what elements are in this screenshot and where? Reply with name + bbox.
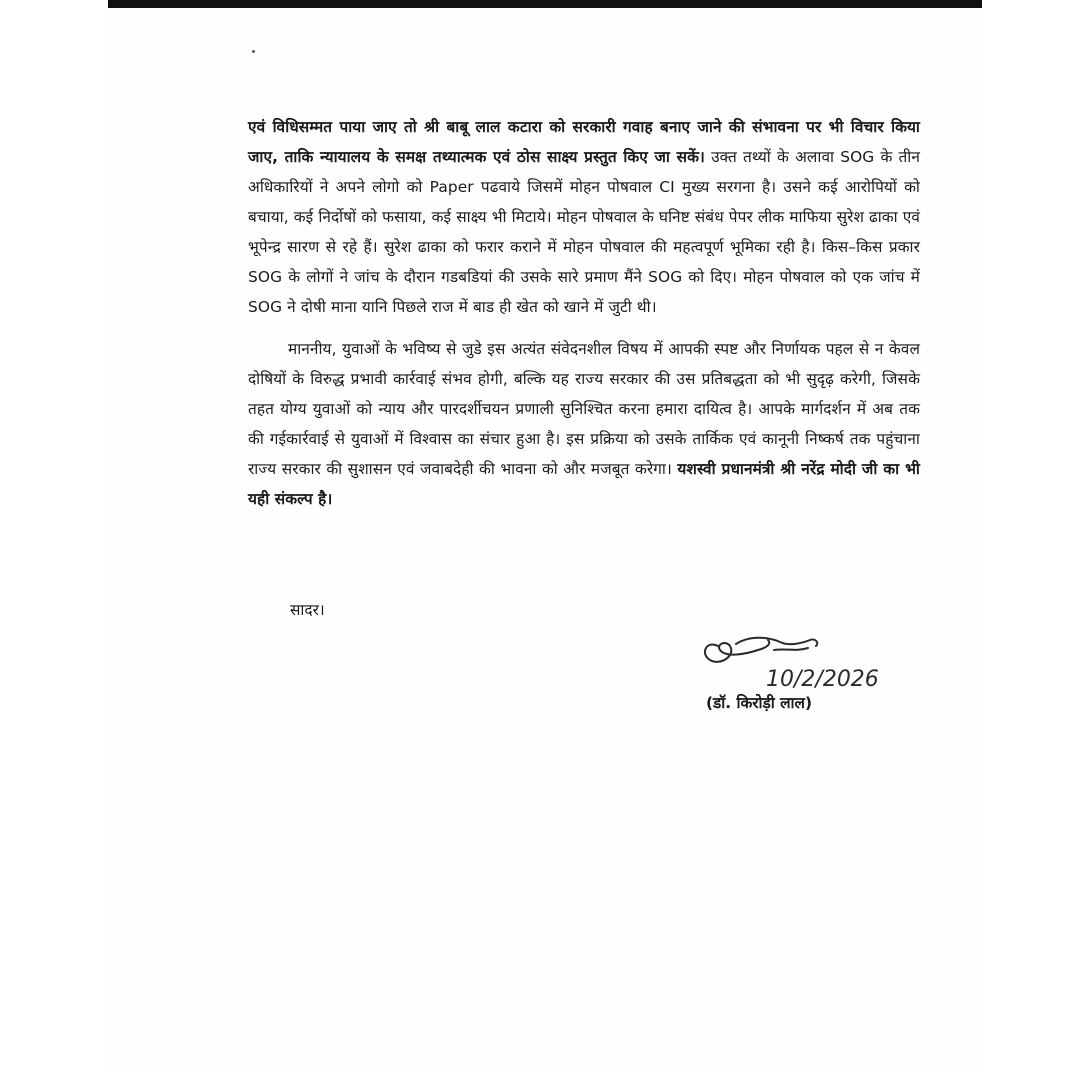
signature-image [696,626,896,696]
signatory-name: (डॉ. किरोड़ी लाल) [706,694,813,712]
signature-date: 10/2/2026 [766,667,879,692]
paragraph-2-bold-tail: यशस्वी प्रधानमंत्री श्री नरेंद्र मोदी जी का भी यही संकल्प है। [248,460,921,508]
paragraph-1-bold-lead: एवं विधिसम्मत पाया जाए तो श्री बाबू लाल कटारा को सरकारी गवाह बनाए जाने की संभावना पर भी विचार किया जाए, ताकि न्यायालय के समक्ष तथ्यात्मक एवं ठोस साक्ष्य प्रस्तुत किए जा सकें। [248,118,920,166]
scan-top-edge [108,0,982,8]
paragraph-1 [248,112,920,322]
handwritten-signature [696,626,896,696]
paragraph-2 [248,334,920,514]
paper-speck [252,50,255,53]
paragraph-2-text: माननीय, युवाओं के भविष्य से जुडे इस अत्यंत संवेदनशील विषय में आपकी स्पष्ट और निर्णायक पहल से न केवल दोषियों के विरुद्ध प्रभावी कार्रवाई संभव होगी, बल्कि यह राज्य सरकार की उस प्रतिबद्धता को भी सुदृढ़ करेगी, जिसके तहत योग्य युवाओं को न्याय और पारदर्शीचयन प्रणाली सुनिश्चित करना हमारा दायित्व है। आपके मार्गदर्शन में अब तक की गईकार्रवाई से युवाओं में विश्वास का संचार हुआ है। इस प्रक्रिया को उसके तार्किक एवं कानूनी निष्कर्ष तक पहुंचाना राज्य सरकार की सुशासन एवं जवाबदेही की भावना को और मजबूत करेगा। [248,340,920,478]
closing-salutation: सादर। [290,601,325,619]
paragraph-1-text: उक्त तथ्यों के अलावा SOG के तीन अधिकारियों ने अपने लोगो को Paper पढवाये जिसमें मोहन पोषवाल CI मुख्य सरगना है। उसने कई आरोपियों को बचाया, कई निर्दोषों को फसाया, कई साक्ष्य भी मिटाये। मोहन पोषवाल के घनिष्ट संबंध पेपर लीक माफिया सुरेश ढाका एवं भूपेन्द्र सारण से रहे हैं। सुरेश ढाका को फरार कराने में मोहन पोषवाल की महत्वपूर्ण भूमिका रही है। किस–किस प्रकार SOG के लोगों ने जांच के दौरान गडबडियां की उसके सारे प्रमाण मैंने SOG को दिए। मोहन पोषवाल को एक जांच में SOG ने दोषी माना यानि पिछले राज में बाड ही खेत को खाने में जुटी थी। [248,148,920,316]
letter-body [248,112,920,514]
